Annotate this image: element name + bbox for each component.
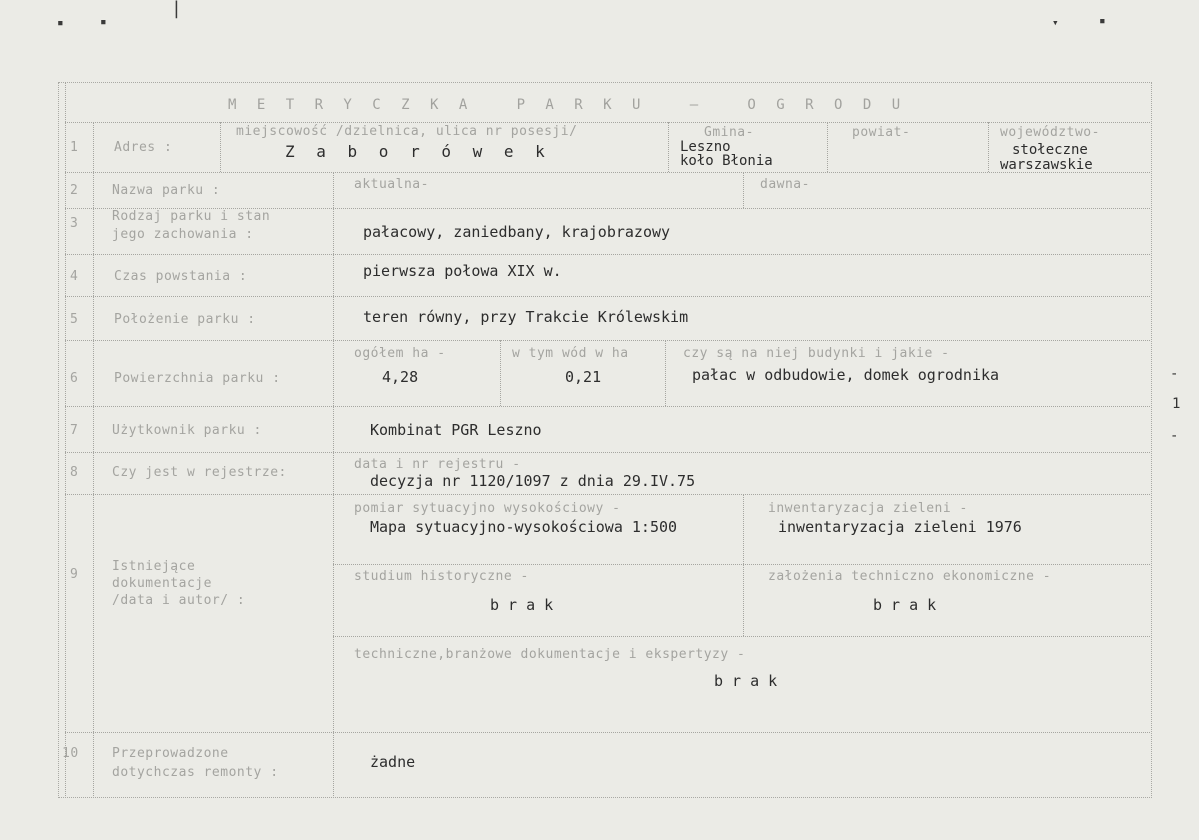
row-divider — [65, 406, 1150, 407]
inventory-value: inwentaryzacja zieleni 1976 — [778, 518, 1022, 536]
row-number: 8 — [70, 465, 79, 480]
column-divider — [743, 172, 744, 208]
location-label: miejscowość /dzielnica, ulica nr posesji/ — [236, 124, 578, 139]
row-number: 7 — [70, 423, 79, 438]
row-divider — [65, 732, 1150, 733]
column-divider — [93, 122, 94, 796]
documentation-label: Istniejące — [112, 559, 196, 574]
survey-value: Mapa sytuacyjno-wysokościowa 1:500 — [370, 518, 678, 536]
register-number-label: data i nr rejestru - — [354, 457, 521, 472]
row-number: 3 — [70, 216, 79, 231]
voivodeship-value: stołeczne — [1012, 142, 1088, 158]
row-divider — [65, 494, 1150, 495]
gmina-value: koło Błonia — [680, 153, 773, 169]
history-study-value: b r a k — [490, 596, 554, 614]
creation-time-label: Czas powstania : — [114, 269, 248, 284]
column-divider — [65, 82, 66, 796]
paper-speck: ▪ — [100, 15, 107, 28]
column-divider — [988, 122, 989, 172]
row-number: 1 — [70, 140, 79, 155]
current-name-label: aktualna- — [354, 177, 429, 192]
gmina-value: Leszno — [680, 139, 731, 155]
former-name-label: dawna- — [760, 177, 810, 192]
register-value: decyzja nr 1120/1097 z dnia 29.IV.75 — [370, 472, 696, 490]
buildings-label: czy są na niej budynki i jakie - — [683, 346, 950, 361]
paper-speck: ▾ — [1052, 16, 1059, 29]
park-type-label: Rodzaj parku i stan — [112, 209, 271, 224]
documentation-label: /data i autor/ : — [112, 593, 246, 608]
column-divider — [665, 340, 666, 406]
page-number-mark: 1 — [1172, 396, 1181, 412]
row-number: 2 — [70, 183, 79, 198]
repairs-value: żadne — [370, 753, 416, 771]
form-border — [58, 82, 1152, 798]
form-title: M E T R Y C Z K A P A R K U – O G R O D U — [228, 97, 907, 113]
assumptions-value: b r a k — [873, 596, 937, 614]
park-type-label: jego zachowania : — [112, 227, 254, 242]
technical-docs-label: techniczne,branżowe dokumentacje i ekspertyzy - — [354, 647, 746, 662]
location-terrain-label: Położenie parku : — [114, 312, 256, 327]
area-label: Powierzchnia parku : — [114, 371, 281, 386]
repairs-label: Przeprowadzone — [112, 746, 229, 761]
row-divider — [65, 172, 1150, 173]
column-divider — [743, 494, 744, 636]
row-number: 5 — [70, 312, 79, 327]
column-divider — [220, 122, 221, 172]
water-area-label: w tym wód w ha — [512, 346, 629, 361]
user-value: Kombinat PGR Leszno — [370, 421, 542, 439]
total-area-label: ogółem ha - — [354, 346, 446, 361]
survey-label: pomiar sytuacyjno wysokościowy - — [354, 501, 621, 516]
row-number: 6 — [70, 371, 79, 386]
page-number-mark: - — [1170, 366, 1179, 382]
paper-speck: | — [171, 0, 182, 19]
technical-docs-value: b r a k — [714, 672, 778, 690]
repairs-label: dotychczas remonty : — [112, 765, 279, 780]
column-divider — [827, 122, 828, 172]
user-label: Użytkownik parku : — [112, 423, 262, 438]
park-name-label: Nazwa parku : — [112, 183, 221, 198]
row-divider — [65, 452, 1150, 453]
location-value: Z a b o r ó w e k — [285, 142, 551, 161]
total-area-value: 4,28 — [382, 368, 419, 386]
paper-speck: ▪ — [1099, 14, 1106, 27]
register-label: Czy jest w rejestrze: — [112, 465, 287, 480]
history-study-label: studium historyczne - — [354, 569, 529, 584]
powiat-label: powiat- — [852, 125, 911, 140]
voivodeship-value: warszawskie — [1000, 157, 1093, 173]
documentation-label: dokumentacje — [112, 576, 212, 591]
row-divider — [65, 340, 1150, 341]
water-area-value: 0,21 — [565, 368, 602, 386]
column-divider — [500, 340, 501, 406]
column-divider — [668, 122, 669, 172]
buildings-value: pałac w odbudowie, domek ogrodnika — [692, 366, 1000, 384]
voivodeship-label: województwo- — [1000, 125, 1100, 140]
creation-time-value: pierwsza połowa XIX w. — [363, 262, 562, 280]
row-number: 4 — [70, 269, 79, 284]
row-divider — [65, 296, 1150, 297]
assumptions-label: założenia techniczno ekonomiczne - — [768, 569, 1052, 584]
location-terrain-value: teren równy, przy Trakcie Królewskim — [363, 308, 689, 326]
row-divider — [333, 564, 1150, 565]
row-number: 10 — [62, 746, 79, 761]
park-type-value: pałacowy, zaniedbany, krajobrazowy — [363, 223, 671, 241]
row-number: 9 — [70, 567, 79, 582]
inventory-label: inwentaryzacja zieleni - — [768, 501, 968, 516]
address-label: Adres : — [114, 140, 173, 155]
paper-speck: ▪ — [57, 16, 64, 29]
gmina-label: Gmina- — [704, 125, 754, 140]
column-divider — [333, 172, 334, 796]
page-number-mark: - — [1170, 428, 1179, 444]
row-divider — [65, 254, 1150, 255]
row-divider — [333, 636, 1150, 637]
